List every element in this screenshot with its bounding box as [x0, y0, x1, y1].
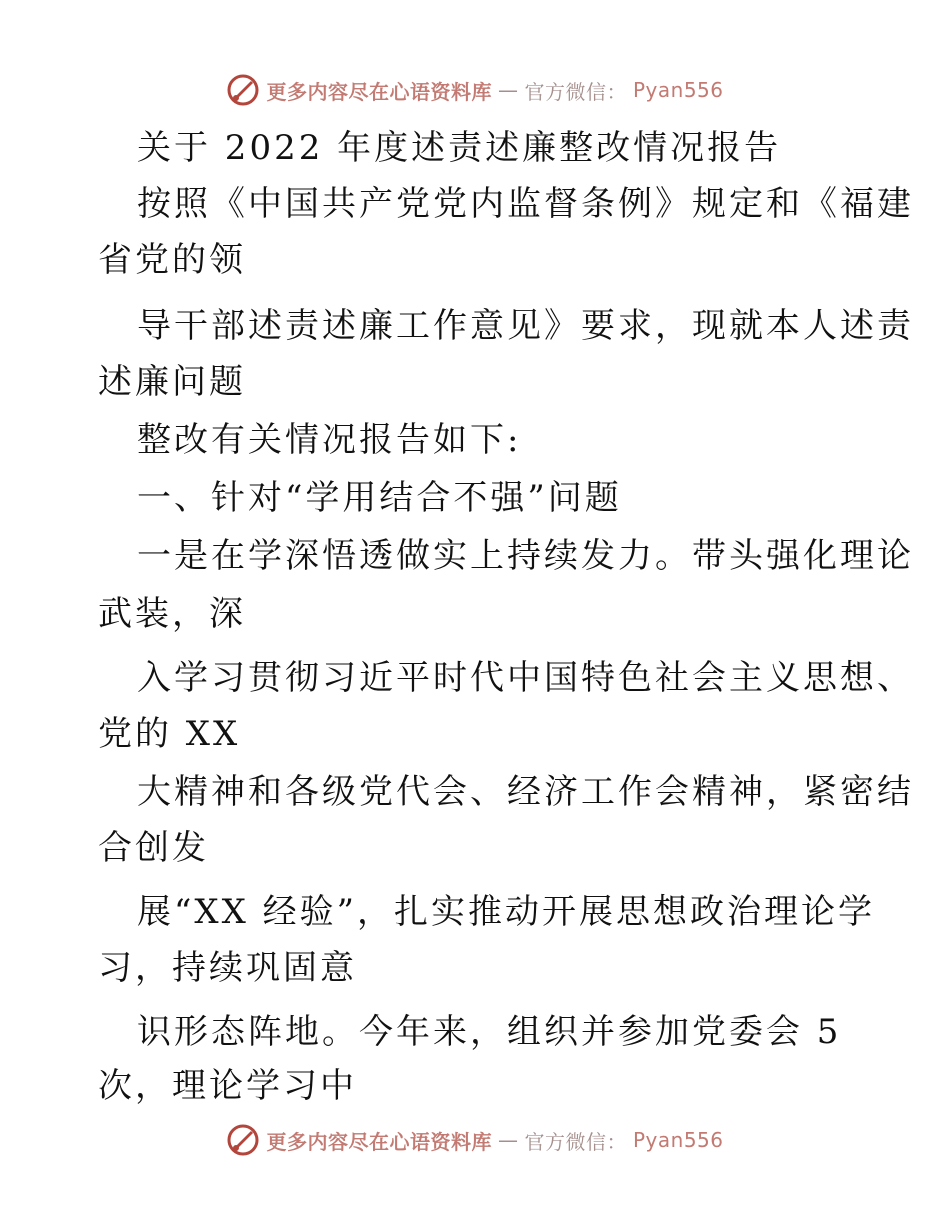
- watermark-footer: [0, 1120, 950, 1160]
- watermark-separator: —: [497, 1128, 519, 1152]
- watermark-handle: Pyan556: [632, 78, 724, 102]
- paragraph-line: 导干部述责述廉工作意见》要求，现就本人述责: [137, 306, 914, 346]
- paragraph-line: 整改有关情况报告如下:: [137, 420, 522, 460]
- watermark-site: 更多内容尽在心语资料库: [266, 79, 492, 104]
- paragraph-line: 武装，深: [98, 594, 246, 634]
- paragraph-line: 省党的领: [98, 240, 246, 280]
- paragraph-line: 次，理论学习中: [98, 1066, 357, 1106]
- brand-logo-icon: [226, 1123, 260, 1157]
- watermark-site: 更多内容尽在心语资料库: [266, 1129, 492, 1154]
- watermark-separator: —: [497, 78, 519, 102]
- watermark-label: 官方微信：: [524, 79, 627, 104]
- paragraph-line: 按照《中国共产党党内监督条例》规定和《福建: [137, 184, 914, 224]
- paragraph-line: 大精神和各级党代会、经济工作会精神，紧密结: [137, 772, 914, 812]
- document-title: 关于 2022 年度述责述廉整改情况报告: [137, 128, 782, 168]
- paragraph-line: 展“XX 经验”，扎实推动开展思想政治理论学: [137, 892, 875, 932]
- paragraph-line: 党的 XX: [98, 714, 241, 754]
- watermark-header: [0, 70, 950, 110]
- paragraph-line: 入学习贯彻习近平时代中国特色社会主义思想、: [137, 658, 914, 698]
- watermark-label: 官方微信：: [524, 1129, 627, 1154]
- paragraph-line: 述廉问题: [98, 362, 246, 402]
- paragraph-line: 合创发: [98, 828, 209, 868]
- section-heading: 一、针对“学用结合不强”问题: [137, 478, 622, 518]
- paragraph-line: 习，持续巩固意: [98, 948, 357, 988]
- paragraph-line: 识形态阵地。今年来，组织并参加党委会 5: [137, 1012, 842, 1052]
- paragraph-line: 一是在学深悟透做实上持续发力。带头强化理论: [137, 536, 914, 576]
- brand-logo-icon: [226, 73, 260, 107]
- watermark-handle: Pyan556: [632, 1128, 724, 1152]
